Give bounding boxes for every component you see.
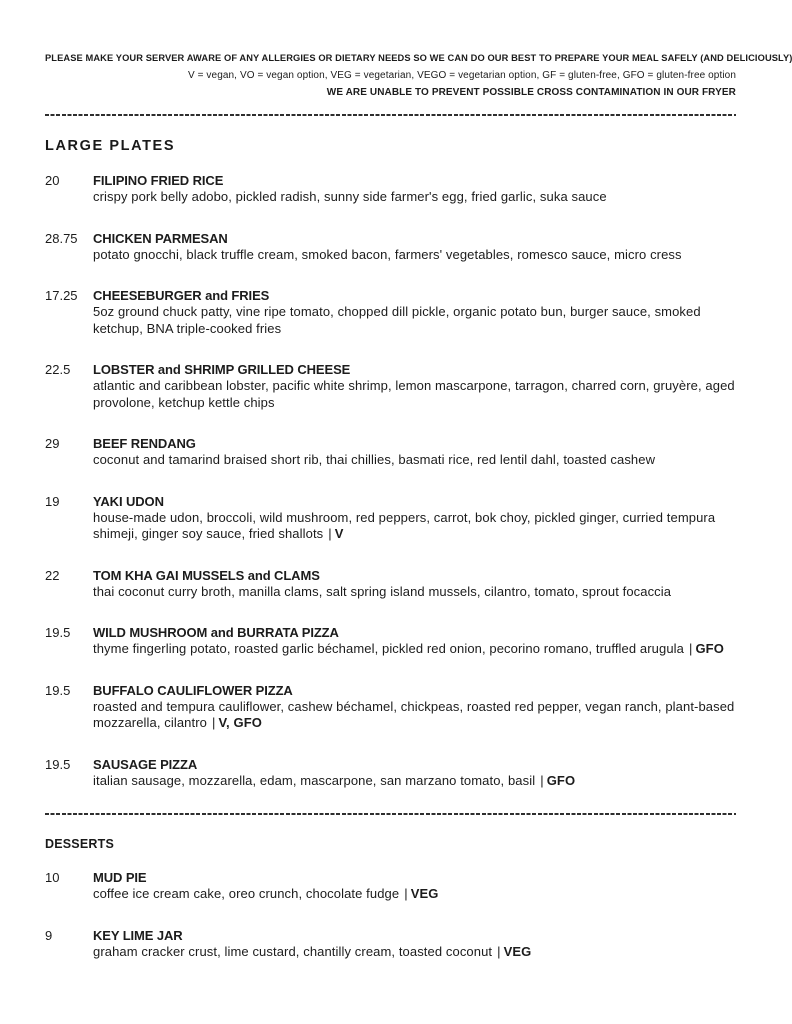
item-price: 22 [45,567,60,583]
item-price: 10 [45,870,60,885]
item-description [93,773,736,790]
item-description-text: coffee ice cream cake, oreo crunch, chocolate fudge [93,886,400,901]
item-body [93,287,736,337]
item-price: 29 [45,436,60,451]
item-body [93,435,736,469]
item-price: 19.5 [45,756,71,772]
item-name: BEEF RENDANG [93,436,196,451]
item-body [93,927,736,961]
menu-item [45,869,736,903]
item-description [93,584,736,601]
menu-item [45,682,736,732]
item-body [93,172,736,206]
dietary-tag: VEG [410,886,439,901]
tag-separator: | [497,943,501,959]
item-price: 17.25 [45,288,78,303]
menu-item [45,435,736,469]
item-description-text: house-made udon, broccoli, wild mushroom, red peppers, carrot, bok choy, pickled ginger, curried tempura shimeji, ginger soy sauce, fried shallots [93,509,716,541]
item-description [93,886,736,903]
item-description [93,189,736,206]
item-description [93,641,736,658]
item-price: 22.5 [45,362,71,377]
menu-item [45,493,736,543]
item-description-text: thyme fingerling potato, roasted garlic béchamel, pickled red onion, pecorino romano, truffled arugula [93,641,684,656]
item-description-text: potato gnocchi, black truffle cream, smoked bacon, farmers' vegetables, romesco sauce, micro cress [93,246,682,262]
notice-line: PLEASE MAKE YOUR SERVER AWARE OF ANY ALLERGIES OR DIETARY NEEDS SO WE CAN DO OUR BEST TO PREPARE YOUR MEAL SAFELY (AND DELICIOUSLY) [45,53,792,63]
item-description-text: italian sausage, mozzarella, edam, mascarpone, san marzano tomato, basil [93,772,536,788]
item-name: KEY LIME JAR [93,927,183,943]
item-price: 19.5 [45,625,71,640]
item-name: SAUSAGE PIZZA [93,756,198,772]
menu-item [45,756,736,790]
item-body [93,230,736,264]
dietary-tag: GFO [695,641,724,656]
item-body [93,756,736,790]
item-description [93,247,736,264]
item-description-text: 5oz ground chuck patty, vine ripe tomato, chopped dill pickle, organic potato bun, burger sauce, smoked ketchup, BNA triple-cooked fries [93,304,701,336]
menu-item [45,361,736,411]
item-body [93,682,736,732]
menu-item [45,624,736,658]
dietary-tag: V [334,526,344,541]
item-name: FILIPINO FRIED RICE [93,173,224,188]
dashed-separator [45,813,736,815]
item-description [93,304,736,337]
menu-item [45,567,736,601]
dietary-tag: GFO [546,772,576,788]
tag-separator: | [688,641,693,656]
item-name: MUD PIE [93,870,147,885]
item-name: TOM KHA GAI MUSSELS and CLAMS [93,567,320,583]
item-description-text: atlantic and caribbean lobster, pacific white shrimp, lemon mascarpone, tarragon, charred corn, gruyère, aged provolone, ketchup kettle chips [93,378,735,410]
item-description-text: coconut and tamarind braised short rib, thai chillies, basmati rice, red lentil dahl, toasted cashew [93,452,656,467]
menu-body [45,114,736,960]
item-description [93,378,736,411]
item-body [93,869,736,903]
dietary-tag: VEG [503,943,532,959]
item-body [93,624,736,658]
item-description [93,510,736,543]
item-description-text: roasted and tempura cauliflower, cashew béchamel, chickpeas, roasted red pepper, vegan ranch, plant-based mozzarella, cilantro [93,698,735,730]
item-body [93,567,736,601]
item-price: 9 [45,927,53,943]
menu-item [45,287,736,337]
item-price: 28.75 [45,230,78,246]
notice-line: V = vegan, VO = vegan option, VEG = vegetarian, VEGO = vegetarian option, GF = gluten-free, GFO = gluten-free option [187,70,736,81]
item-body [93,493,736,543]
tag-separator: | [540,772,544,788]
tag-separator: | [212,715,216,730]
menu-item [45,927,736,961]
notice-line: WE ARE UNABLE TO PREVENT POSSIBLE CROSS CONTAMINATION IN OUR FRYER [326,87,736,98]
item-description [93,944,736,961]
tag-separator: | [328,526,332,541]
item-name: WILD MUSHROOM and BURRATA PIZZA [93,625,339,640]
item-name: BUFFALO CAULIFLOWER PIZZA [93,682,293,698]
item-body [93,361,736,411]
item-name: LOBSTER and SHRIMP GRILLED CHEESE [93,362,351,377]
item-price: 19 [45,493,60,509]
dashed-separator [45,114,736,116]
item-description-text: graham cracker crust, lime custard, chantilly cream, toasted coconut [93,943,493,959]
item-name: CHEESEBURGER and FRIES [93,288,270,303]
menu-item [45,172,736,206]
item-price: 20 [45,173,60,188]
item-name: CHICKEN PARMESAN [93,230,228,246]
section-title: LARGE PLATES [45,138,176,154]
menu-item [45,230,736,264]
item-name: YAKI UDON [93,493,164,509]
tag-separator: | [404,886,408,901]
dietary-tag: V, GFO [218,715,262,730]
item-description-text: crispy pork belly adobo, pickled radish, sunny side farmer's egg, fried garlic, suka sauce [93,189,607,204]
section-title: DESSERTS [45,837,114,851]
item-description-text: thai coconut curry broth, manilla clams, salt spring island mussels, cilantro, tomato, sprout focaccia [93,583,672,599]
item-description [93,452,736,469]
item-description [93,699,736,732]
allergy-notices [45,50,792,101]
item-price: 19.5 [45,682,71,698]
